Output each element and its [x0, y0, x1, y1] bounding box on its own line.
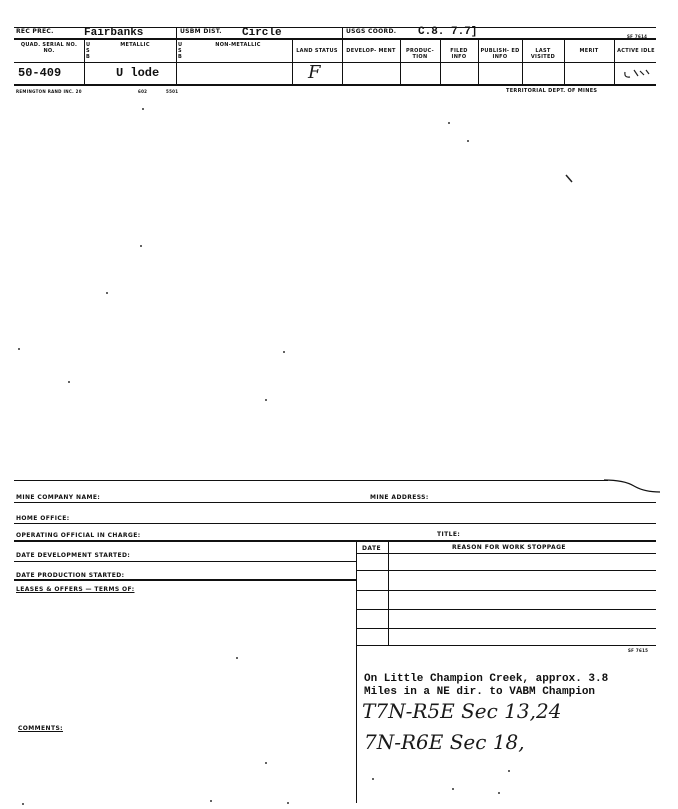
comments-label: COMMENTS:	[18, 725, 63, 732]
scan-speck	[448, 122, 450, 124]
col-divider	[342, 40, 343, 85]
scan-speck	[452, 788, 454, 790]
lower-rule-curve	[604, 478, 660, 494]
operating-official-label: OPERATING OFFICIAL IN CHARGE:	[16, 532, 141, 539]
col-header-land-status: LAND STATUS	[296, 48, 338, 54]
col-header-metallic: METALLIC	[120, 42, 150, 48]
leases-label: LEASES & OFFERS — TERMS OF:	[16, 586, 135, 593]
usgs-coord-label: USGS COORD.	[346, 28, 397, 35]
col-header-non-metallic: NON-METALLIC	[215, 42, 261, 48]
form-number-lower: SF 7615	[628, 648, 649, 653]
scan-speck	[68, 381, 70, 383]
date-production-label: DATE PRODUCTION STARTED:	[16, 572, 125, 579]
scan-speck	[142, 108, 144, 110]
col-divider	[522, 40, 523, 85]
stoppage-row-rule	[356, 645, 656, 646]
printer-code-2: 5501	[166, 89, 179, 94]
column-header-rule	[14, 62, 656, 63]
record-land-status: F	[308, 62, 321, 83]
scan-speck	[467, 140, 469, 142]
printer-credit: REMINGTON RAND INC. 20	[16, 89, 82, 94]
stoppage-date-label: DATE	[362, 545, 381, 552]
usbm-dist-label: USBM DIST.	[180, 28, 222, 35]
handwritten-line-2: 7N-R6E Sec 18,	[364, 730, 525, 754]
record-row-rule	[14, 84, 656, 86]
home-office-label: HOME OFFICE:	[16, 515, 70, 522]
lower-rule-top	[14, 480, 608, 481]
location-line-2: Miles in a NE dir. to VABM Champion	[364, 686, 596, 698]
territorial-dept: TERRITORIAL DEPT. OF MINES	[506, 88, 598, 94]
col-header-active-idle: ACTIVE IDLE	[617, 48, 655, 54]
scan-speck	[287, 802, 289, 804]
col-header-published-info: PUBLISH- ED INFO	[480, 48, 520, 60]
col-divider	[292, 40, 293, 85]
form-number: SF 7614	[627, 34, 648, 39]
scan-speck	[498, 792, 500, 794]
mine-company-label: MINE COMPANY NAME:	[16, 494, 101, 501]
stoppage-row-rule	[356, 553, 656, 554]
scan-speck	[140, 245, 142, 247]
col-divider	[176, 40, 177, 85]
stoppage-row-rule	[356, 590, 656, 591]
handwritten-line-1: T7N-R5E Sec 13,24	[362, 699, 562, 723]
scan-speck	[236, 657, 238, 659]
stoppage-row-rule	[356, 628, 656, 629]
scan-mark	[564, 172, 576, 184]
scan-speck	[283, 351, 285, 353]
stoppage-reason-label: REASON FOR WORK STOPPAGE	[452, 544, 566, 551]
active-idle-mark	[622, 66, 652, 80]
scan-speck	[508, 770, 510, 772]
usbm-dist-value: Circle	[242, 27, 282, 39]
col-divider	[440, 40, 441, 85]
scan-speck	[372, 778, 374, 780]
row-rule	[14, 502, 656, 503]
col-divider	[478, 40, 479, 85]
col-header-usb-nonmetallic: U S B	[178, 42, 183, 60]
date-development-label: DATE DEVELOPMENT STARTED:	[16, 552, 131, 559]
title-label: TITLE:	[437, 531, 461, 538]
rec-prec-label: REC PREC.	[16, 28, 54, 35]
stoppage-left-border	[356, 541, 357, 803]
col-divider	[564, 40, 565, 85]
col-header-quad-serial: QUAD. SERIAL NO. NO.	[20, 42, 78, 54]
location-line-1: On Little Champion Creek, approx. 3.8	[364, 673, 609, 685]
rec-prec-value: Fairbanks	[84, 27, 144, 39]
printer-code-1: 602	[138, 89, 148, 94]
header-divider-1	[176, 27, 177, 40]
header-divider-2	[342, 27, 343, 40]
row-rule	[14, 561, 356, 562]
scan-speck	[18, 348, 20, 350]
record-quad-serial: 50-409	[18, 66, 62, 80]
col-header-last-visited: LAST VISITED	[530, 48, 556, 60]
col-divider	[614, 40, 615, 85]
scan-speck	[265, 399, 267, 401]
col-header-usb-metallic: U S B	[86, 42, 91, 60]
row-rule	[14, 523, 656, 524]
col-header-production: PRODUC- TION	[406, 48, 434, 60]
col-divider	[400, 40, 401, 85]
scan-speck	[210, 800, 212, 802]
row-rule	[14, 579, 356, 581]
col-header-filed-info: FILED INFO	[450, 48, 468, 60]
row-rule	[14, 540, 656, 542]
usgs-coord-value: C.8. 7.7]	[418, 26, 478, 38]
scan-speck	[22, 803, 24, 805]
col-header-merit: MERIT	[579, 48, 599, 54]
stoppage-row-rule	[356, 570, 656, 571]
col-header-development: DEVELOP- MENT	[346, 48, 396, 54]
stoppage-row-rule	[356, 609, 656, 610]
scan-speck	[106, 292, 108, 294]
stoppage-date-divider	[388, 541, 389, 645]
col-divider	[84, 40, 85, 85]
mine-address-label: MINE ADDRESS:	[370, 494, 429, 501]
record-metallic: U lode	[116, 66, 160, 80]
scan-speck	[265, 762, 267, 764]
